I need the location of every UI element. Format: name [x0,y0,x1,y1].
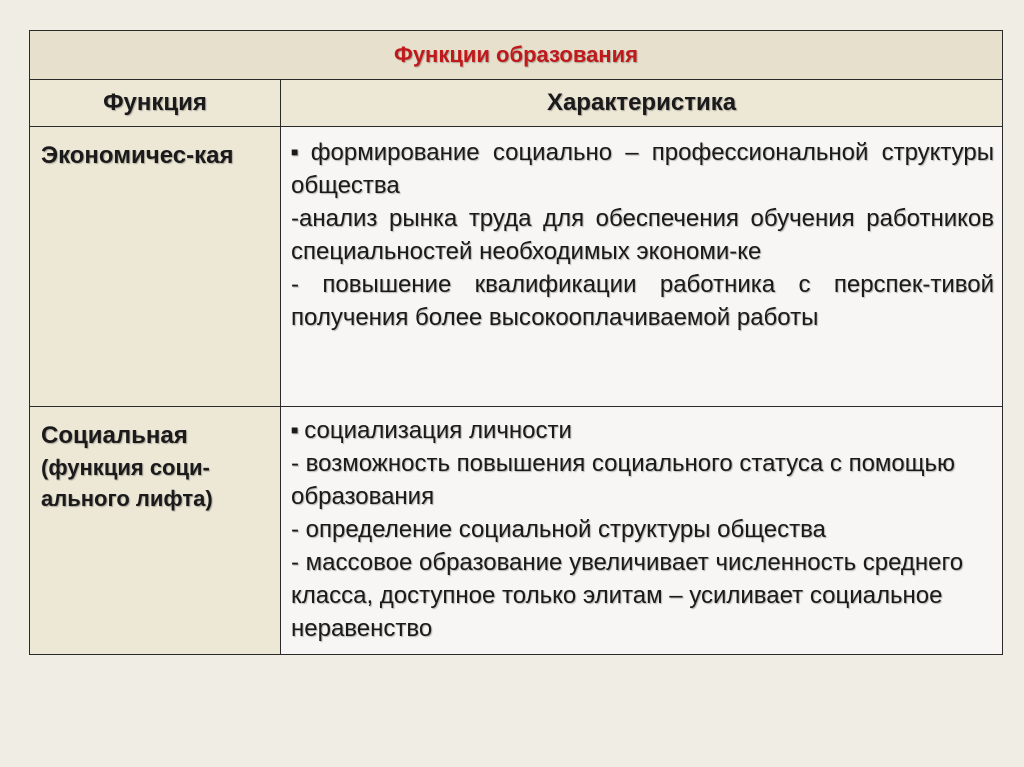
function-cell [30,407,281,655]
list-item [291,414,994,447]
function-subtitle: (функция соци-ального лифта) [41,455,213,511]
table-title: Функции образования [30,31,1003,80]
list-item [291,136,994,202]
list-item: - массовое образование увеличивает численность среднего класса, доступное только элитам – усиливает социальное неравенство [291,549,964,642]
list-item: - повышение квалификации работника с перспек-тивой получения более высокооплачиваемой работы [291,271,995,331]
table-row [30,127,1003,407]
table-title-row [30,31,1003,80]
function-cell [30,127,281,407]
functions-table [29,30,1003,655]
list-item: -анализ рынка труда для обеспечения обучения работников специальностей необходимых экономи-ке [291,205,995,265]
characteristic-cell [281,127,1003,407]
header-characteristic: Характеристика [281,80,1003,127]
list-item: - определение социальной структуры общества [291,516,826,543]
characteristic-cell [281,407,1003,655]
table-header-row [30,80,1003,127]
list-item: - возможность повышения социального статуса с помощью образования [291,450,956,510]
function-name: Экономичес-кая [41,142,234,169]
header-function: Функция [30,80,281,127]
table-row [30,407,1003,655]
function-name: Социальная [41,422,188,449]
square-bullet-icon: ■ [291,145,305,159]
list-item-text: формирование социально – профессиональной структуры общества [291,139,995,199]
list-item-text: социализация личности [304,417,572,444]
square-bullet-icon: ■ [291,423,299,437]
